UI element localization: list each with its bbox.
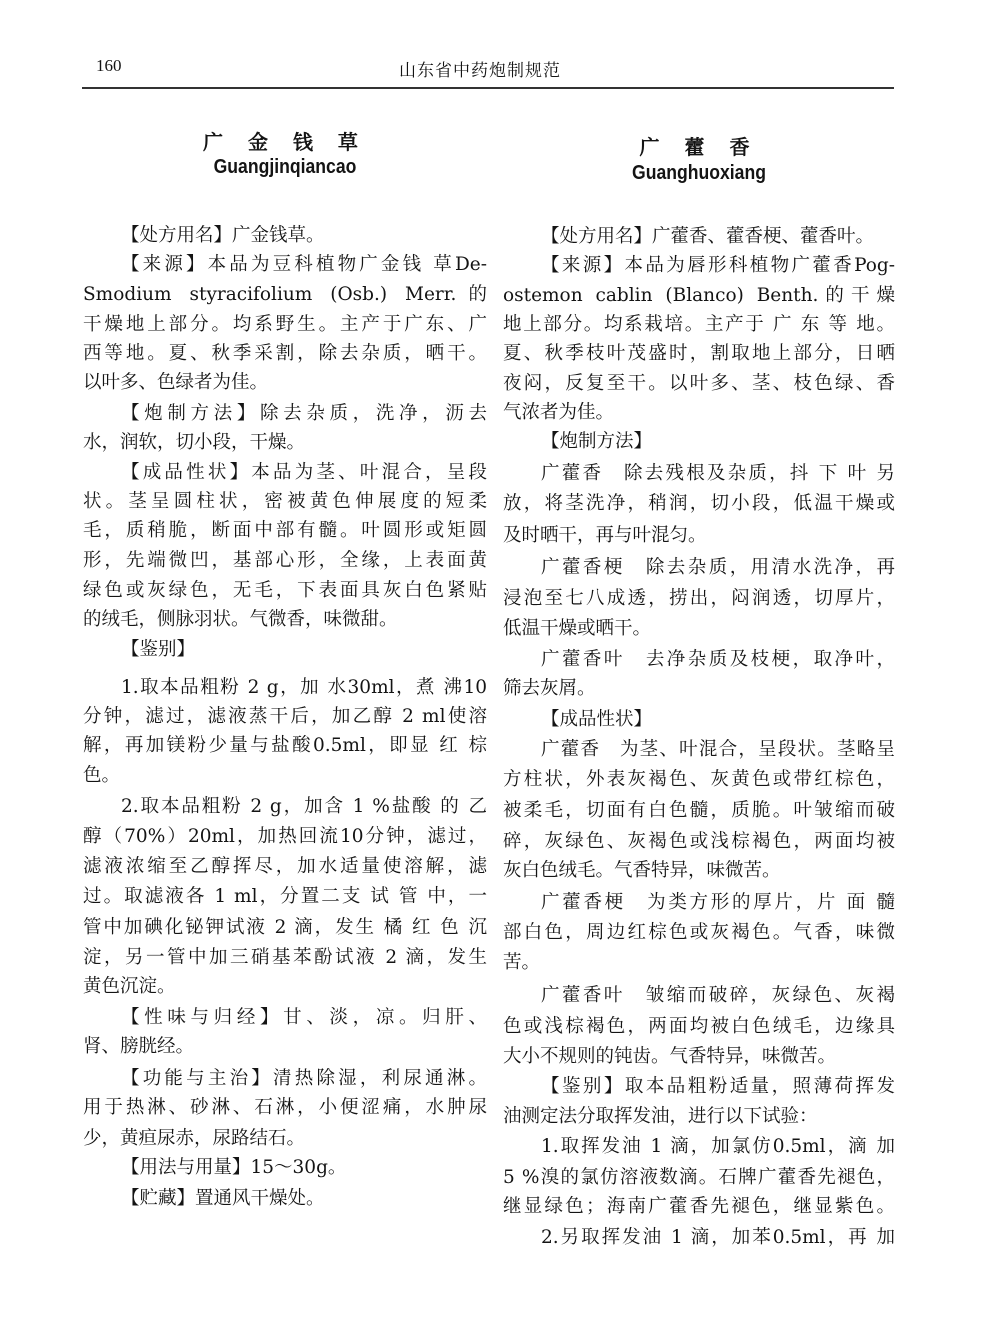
text-line: 水，润软，切小段，干燥。 bbox=[83, 432, 306, 453]
text-line: 分钟，滤过，滤液蒸干后，加乙醇 2 ml使溶 bbox=[83, 706, 487, 727]
text-line: 油测定法分取挥发油，进行以下试验： bbox=[503, 1106, 818, 1127]
text-line: 广藿香叶 皱缩而破碎，灰绿色、灰褐 bbox=[541, 985, 895, 1006]
text-line: 【成品性状】 bbox=[541, 709, 653, 730]
text-line: 毛，质稍脆，断面中部有髓。叶圆形或矩圆 bbox=[83, 520, 487, 541]
entry-pinyin: Guanghuoxiang bbox=[632, 162, 766, 184]
text-line: 西等地。夏、秋季采割，除去杂质，晒干。 bbox=[83, 343, 487, 364]
text-line: ostemon cablin (Blanco) Benth.的干燥 bbox=[503, 285, 895, 306]
text-line: 碎，灰绿色、灰褐色或浅棕褐色，两面均被 bbox=[503, 831, 895, 852]
text-line: 以叶多、色绿者为佳。 bbox=[83, 372, 269, 393]
text-line: 【成品性状】本品为茎、叶混合，呈段 bbox=[121, 462, 487, 483]
text-line: 绿色或灰绿色，无毛，下表面具灰白色紧贴 bbox=[83, 580, 487, 601]
text-line: 部白色，周边红棕色或灰褐色。气香，味微 bbox=[503, 922, 895, 943]
text-line: 的绒毛，侧脉羽状。气微香，味微甜。 bbox=[83, 609, 398, 630]
text-line: 解，再加镁粉少量与盐酸0.5ml，即显 红 棕 bbox=[83, 735, 487, 756]
text-line: 【来源】本品为豆科植物广金钱 草De- bbox=[121, 254, 487, 275]
text-line: 少，黄疸尿赤，尿路结石。 bbox=[83, 1128, 306, 1149]
text-line: 广藿香 为茎、叶混合，呈段状。茎略呈 bbox=[541, 739, 895, 760]
text-line: 管中加碘化铋钾试液 2 滴，发生 橘 红 色 沉 bbox=[83, 917, 487, 938]
text-line: Smodium styracifolium (Osb.) Merr.的 bbox=[83, 284, 487, 305]
text-line: 过。取滤液各 1 ml，分置二支 试 管 中，一 bbox=[83, 886, 487, 907]
text-line: 广藿香梗 为类方形的厚片，片 面 髓 bbox=[541, 892, 895, 913]
text-line: 广藿香叶 去净杂质及枝梗，取净叶， bbox=[541, 649, 895, 670]
text-line: 【贮藏】置通风干燥处。 bbox=[121, 1188, 325, 1209]
entry-title: 广 藿 香 bbox=[639, 135, 759, 159]
text-line: 淀，另一管中加三硝基苯酚试液 2 滴，发生 bbox=[83, 947, 487, 968]
text-line: 【功能与主治】清热除湿，利尿通淋。 bbox=[121, 1068, 487, 1089]
page-number: 160 bbox=[96, 56, 122, 75]
text-line: 2.取本品粗粉 2 g，加含 1 %盐酸 的 乙 bbox=[121, 796, 487, 817]
text-line: 放，将茎洗净，稍润，切小段，低温干燥或 bbox=[503, 493, 895, 514]
text-line: 醇（70%）20ml，加热回流10分钟，滤过， bbox=[83, 826, 487, 847]
text-line: 被柔毛，切面有白色髓，质脆。叶皱缩而破 bbox=[503, 800, 895, 821]
text-line: 【炮制方法】 bbox=[541, 431, 653, 452]
text-line: 2.另取挥发油 1 滴，加苯0.5ml，再 加 bbox=[541, 1227, 895, 1248]
text-line: 方柱状，外表灰褐色、灰黄色或带红棕色， bbox=[503, 769, 895, 790]
text-line: 干燥地上部分。均系野生。主产于广东、广 bbox=[83, 314, 487, 335]
text-line: 5 %溴的氯仿溶液数滴。石牌广藿香先褪色， bbox=[503, 1167, 895, 1188]
text-line: 【处方用名】广藿香、藿香梗、藿香叶。 bbox=[541, 226, 875, 247]
text-line: 广藿香梗 除去杂质，用清水洗净，再 bbox=[541, 557, 895, 578]
text-line: 【用法与用量】15～30g。 bbox=[121, 1157, 347, 1178]
text-line: 夏、秋季枝叶茂盛时，割取地上部分，日晒 bbox=[503, 343, 895, 364]
text-line: 色或浅棕褐色，两面均被白色绒毛，边缘具 bbox=[503, 1016, 895, 1037]
text-line: 【鉴别】 bbox=[121, 639, 196, 660]
text-line: 形，先端微凹，基部心形，全缘，上表面黄 bbox=[83, 550, 487, 571]
text-line: 用于热淋、砂淋、石淋，小便涩痛，水肿尿 bbox=[83, 1097, 487, 1118]
text-line: 【炮制方法】除去杂质，洗净，沥去 bbox=[121, 403, 487, 424]
text-line: 浸泡至七八成透，捞出，闷润透，切厚片， bbox=[503, 588, 895, 609]
text-line: 苦。 bbox=[503, 952, 541, 973]
text-line: 灰白色绒毛。气香特异，味微苦。 bbox=[503, 860, 781, 881]
text-line: 【来源】本品为唇形科植物广藿香Pog- bbox=[541, 255, 895, 276]
text-line: 夜闷，反复至干。以叶多、茎、枝色绿、香 bbox=[503, 373, 895, 394]
running-title: 山东省中药炮制规范 bbox=[399, 61, 561, 81]
text-line: 【性味与归经】甘、淡，凉。归肝、 bbox=[121, 1007, 487, 1028]
text-line: 气浓者为佳。 bbox=[503, 402, 615, 423]
text-line: 1.取本品粗粉 2 g，加 水30ml，煮 沸10 bbox=[121, 677, 487, 698]
text-line: 【鉴别】取本品粗粉适量，照薄荷挥发 bbox=[541, 1076, 895, 1097]
text-line: 广藿香 除去残根及杂质，抖 下 叶 另 bbox=[541, 463, 895, 484]
text-line: 及时晒干，再与叶混匀。 bbox=[503, 525, 707, 546]
text-line: 低温干燥或晒干。 bbox=[503, 618, 652, 639]
entry-pinyin: Guangjinqiancao bbox=[213, 156, 357, 178]
text-line: 大小不规则的钝齿。气香特异，味微苦。 bbox=[503, 1046, 837, 1067]
text-line: 肾、膀胱经。 bbox=[83, 1036, 195, 1057]
text-line: 状。茎呈圆柱状，密被黄色伸展度的短柔 bbox=[83, 491, 487, 512]
entry-title: 广 金 钱 草 bbox=[203, 130, 367, 154]
text-line: 筛去灰屑。 bbox=[503, 678, 596, 699]
text-line: 滤液浓缩至乙醇挥尽，加水适量使溶解，滤 bbox=[83, 856, 487, 877]
text-line: 1.取挥发油 1 滴，加氯仿0.5ml，滴 加 bbox=[541, 1136, 895, 1157]
text-line: 【处方用名】广金钱草。 bbox=[121, 225, 325, 246]
text-line: 黄色沉淀。 bbox=[83, 976, 176, 997]
text-line: 地上部分。均系栽培。主产于 广 东 等 地。 bbox=[503, 314, 895, 335]
header-rule bbox=[82, 87, 894, 89]
text-line: 色。 bbox=[83, 765, 121, 786]
text-line: 继显绿色；海南广藿香先褪色，继显紫色。 bbox=[503, 1196, 895, 1217]
